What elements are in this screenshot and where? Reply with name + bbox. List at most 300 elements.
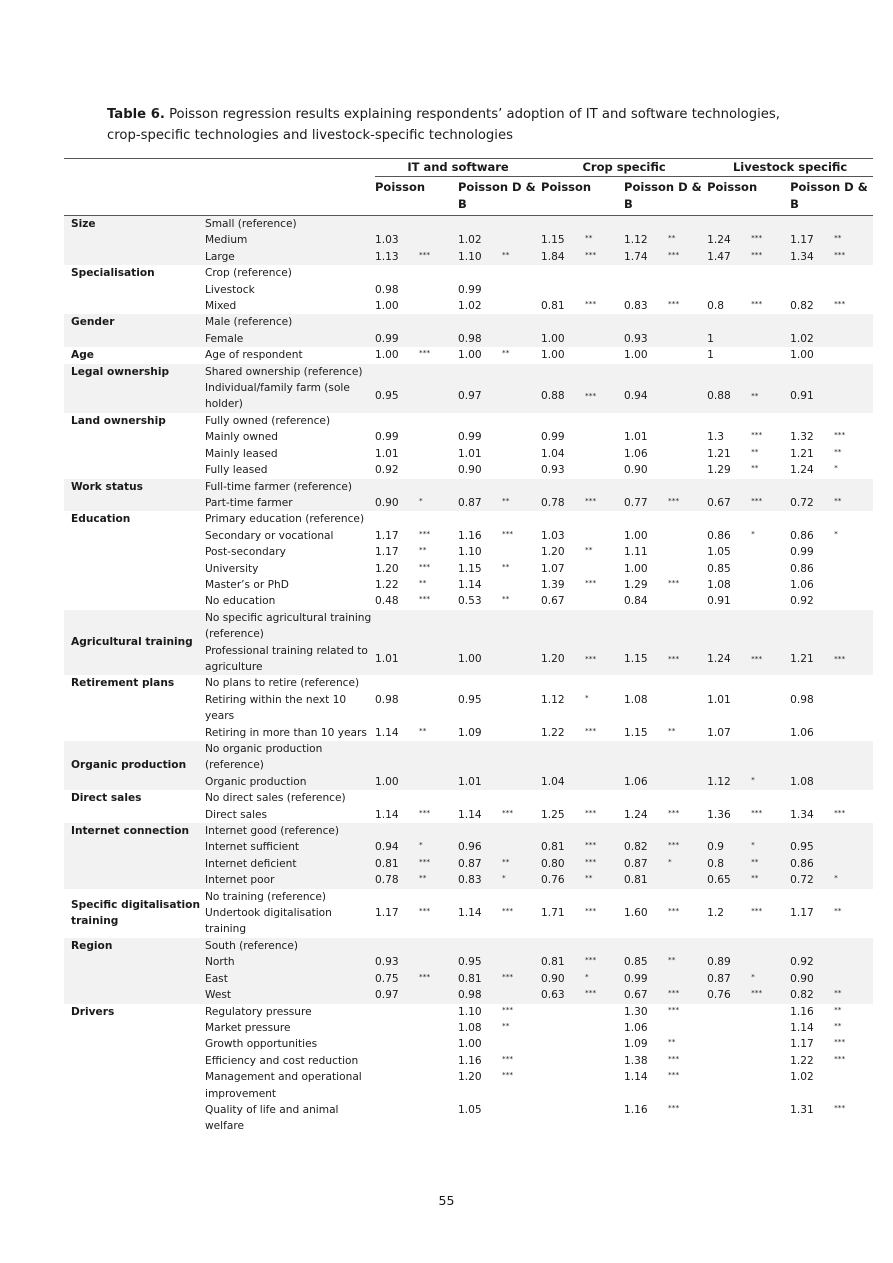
significance-cell xyxy=(499,839,541,855)
significance-cell xyxy=(665,692,707,725)
table-row xyxy=(64,741,873,774)
coefficient-cell: 1.32 xyxy=(790,431,814,444)
table-row xyxy=(64,889,873,905)
category-label: Individual/family farm (sole holder) xyxy=(205,380,375,413)
variable-group xyxy=(64,511,873,609)
significance-cell xyxy=(499,610,541,643)
coefficient-cell xyxy=(541,314,582,330)
significance-cell xyxy=(831,347,873,363)
category-label: Mixed xyxy=(205,300,237,313)
coefficient-cell xyxy=(375,314,416,330)
header-group-it: IT and software xyxy=(375,159,541,178)
coefficient-cell xyxy=(707,889,748,905)
coefficient-cell: 1.31 xyxy=(790,1103,814,1116)
significance-cell xyxy=(665,774,707,790)
significance-cell xyxy=(665,561,707,577)
table-row xyxy=(64,511,873,527)
significance-cell xyxy=(499,331,541,347)
significance-cell xyxy=(416,643,458,676)
category-label: No organic production (reference) xyxy=(205,741,375,774)
significance-cell xyxy=(499,725,541,741)
coefficient-cell xyxy=(707,314,748,330)
table-row xyxy=(64,938,873,954)
coefficient-cell xyxy=(375,889,416,905)
coefficient-cell: 0.88 xyxy=(541,380,582,413)
coefficient-cell xyxy=(375,938,416,954)
coefficient-cell: 0.93 xyxy=(541,464,565,477)
coefficient-cell: 1 xyxy=(707,331,748,347)
coefficient-cell: 1.00 xyxy=(458,1038,482,1051)
coefficient-cell xyxy=(375,1053,416,1069)
significance-cell: ** xyxy=(751,446,759,456)
significance-cell xyxy=(416,265,458,281)
variable-group xyxy=(64,675,873,741)
table-row xyxy=(64,1004,873,1020)
coefficient-cell: 1.07 xyxy=(541,562,565,575)
coefficient-cell: 0.90 xyxy=(458,464,482,477)
category-label: Regulatory pressure xyxy=(205,1005,312,1018)
coefficient-cell xyxy=(541,938,582,954)
coefficient-cell: 0.8 xyxy=(707,856,748,872)
significance-cell: *** xyxy=(665,987,707,1003)
significance-cell: * xyxy=(751,528,755,538)
significance-cell xyxy=(499,823,541,839)
coefficient-cell: 0.99 xyxy=(375,331,416,347)
category-label: Primary education (reference) xyxy=(205,513,365,526)
coefficient-cell xyxy=(624,413,665,429)
coefficient-cell: 0.90 xyxy=(375,495,416,511)
coefficient-cell xyxy=(624,889,665,905)
coefficient-cell xyxy=(375,1036,416,1052)
significance-cell xyxy=(499,479,541,495)
category-label: No direct sales (reference) xyxy=(205,792,346,805)
coefficient-cell: 1.16 xyxy=(624,1103,648,1116)
coefficient-cell xyxy=(624,479,665,495)
coefficient-cell xyxy=(707,479,748,495)
significance-cell xyxy=(831,971,873,987)
coefficient-cell: 1.01 xyxy=(707,693,731,706)
header-group-crop: Crop specific xyxy=(541,159,707,178)
significance-cell xyxy=(582,314,624,330)
coefficient-cell: 1.84 xyxy=(541,249,582,265)
category-label: Undertook digitalisation training xyxy=(205,907,332,936)
coefficient-cell: 0.97 xyxy=(458,380,499,413)
coefficient-cell xyxy=(541,1004,582,1020)
significance-cell xyxy=(748,282,790,298)
coefficient-cell xyxy=(458,741,499,774)
variable-group xyxy=(64,610,873,676)
variable-name: Specific digitalisation training xyxy=(71,898,201,928)
significance-cell xyxy=(499,462,541,478)
coefficient-cell: 1.34 xyxy=(790,808,814,821)
coefficient-cell xyxy=(707,741,748,774)
coefficient-cell xyxy=(458,413,499,429)
significance-cell xyxy=(748,511,790,527)
coefficient-cell: 0.8 xyxy=(707,300,724,313)
variable-group xyxy=(64,265,873,314)
coefficient-cell: 1.24 xyxy=(624,808,648,821)
significance-cell xyxy=(582,1004,624,1020)
significance-cell xyxy=(582,741,624,774)
significance-cell: *** xyxy=(416,971,458,987)
coefficient-cell: 0.91 xyxy=(707,595,731,608)
table-row xyxy=(64,479,873,495)
significance-cell xyxy=(831,692,873,725)
significance-cell: * xyxy=(499,872,541,888)
significance-cell: *** xyxy=(834,807,846,817)
coefficient-cell xyxy=(541,413,582,429)
significance-cell xyxy=(665,675,707,691)
coefficient-cell: 0.98 xyxy=(375,283,399,296)
coefficient-cell: 1.21 xyxy=(790,643,831,676)
coefficient-cell xyxy=(624,790,665,806)
coefficient-cell: 1.10 xyxy=(458,546,482,559)
coefficient-cell xyxy=(375,610,416,643)
coefficient-cell: 0.48 xyxy=(375,595,399,608)
coefficient-cell xyxy=(541,282,582,298)
coefficient-cell: 1.21 xyxy=(790,447,814,460)
coefficient-cell: 1.06 xyxy=(624,774,665,790)
category-label: Full-time farmer (reference) xyxy=(205,479,375,495)
category-label: Retiring in more than 10 years xyxy=(205,726,367,739)
category-label: No training (reference) xyxy=(205,890,327,903)
significance-cell: ** xyxy=(502,594,510,604)
significance-cell xyxy=(582,889,624,905)
significance-cell xyxy=(665,331,707,347)
coefficient-cell: 0.89 xyxy=(707,954,748,970)
coefficient-cell: 0.85 xyxy=(624,954,665,970)
category-label: Large xyxy=(205,249,375,265)
category-label: No education xyxy=(205,595,276,608)
coefficient-cell xyxy=(624,511,665,527)
coefficient-cell xyxy=(541,364,582,380)
coefficient-cell: 1.06 xyxy=(790,726,814,739)
significance-cell xyxy=(582,216,624,233)
coefficient-cell: 1.08 xyxy=(624,693,648,706)
coefficient-cell: 1.11 xyxy=(624,546,648,559)
coefficient-cell: 0.67 xyxy=(541,595,565,608)
coefficient-cell: 1.22 xyxy=(790,1054,814,1067)
coefficient-cell: 0.87 xyxy=(458,856,499,872)
category-label: Post-secondary xyxy=(205,546,286,559)
significance-cell xyxy=(748,823,790,839)
coefficient-cell xyxy=(790,741,831,774)
coefficient-cell xyxy=(624,282,665,298)
coefficient-cell: 1.29 xyxy=(707,464,731,477)
significance-cell xyxy=(748,938,790,954)
significance-cell: ** xyxy=(419,577,427,587)
coefficient-cell: 0.83 xyxy=(458,872,499,888)
coefficient-cell xyxy=(707,1004,748,1020)
significance-cell xyxy=(416,889,458,905)
coefficient-cell: 1.01 xyxy=(375,447,399,460)
significance-cell xyxy=(416,282,458,298)
coefficient-cell: 1.30 xyxy=(624,1005,648,1018)
coefficient-cell: 1.38 xyxy=(624,1054,648,1067)
coefficient-cell: 0.82 xyxy=(790,987,831,1003)
category-label: Efficiency and cost reduction xyxy=(205,1054,359,1067)
coefficient-cell: 0.81 xyxy=(375,856,416,872)
significance-cell xyxy=(748,790,790,806)
coefficient-cell: 0.81 xyxy=(458,971,499,987)
coefficient-cell: 1.00 xyxy=(624,349,648,362)
coefficient-cell: 1.09 xyxy=(458,726,482,739)
coefficient-cell: 1.05 xyxy=(458,1103,482,1116)
significance-cell xyxy=(748,610,790,643)
significance-cell xyxy=(831,610,873,643)
significance-cell xyxy=(499,1102,541,1135)
coefficient-cell: 1.25 xyxy=(541,808,565,821)
coefficient-cell: 1.06 xyxy=(624,447,648,460)
significance-cell: *** xyxy=(502,1053,514,1063)
significance-cell xyxy=(416,446,458,462)
significance-cell xyxy=(416,216,458,233)
significance-cell xyxy=(499,232,541,248)
coefficient-cell: 1.00 xyxy=(790,349,814,362)
variable-group xyxy=(64,938,873,1004)
category-label: Small (reference) xyxy=(205,216,375,233)
coefficient-cell xyxy=(707,265,748,281)
significance-cell: ** xyxy=(419,725,427,735)
coefficient-cell: 1.15 xyxy=(541,232,582,248)
category-label: West xyxy=(205,987,375,1003)
significance-cell xyxy=(416,511,458,527)
significance-cell: *** xyxy=(582,987,624,1003)
coefficient-cell xyxy=(707,364,748,380)
header-blank xyxy=(64,177,205,216)
coefficient-cell: 0.98 xyxy=(375,693,399,706)
significance-cell: *** xyxy=(582,380,624,413)
significance-cell: * xyxy=(748,971,790,987)
significance-cell: ** xyxy=(831,987,873,1003)
significance-cell: * xyxy=(416,495,458,511)
coefficient-cell: 1.22 xyxy=(375,578,399,591)
significance-cell: ** xyxy=(502,1020,510,1030)
coefficient-cell xyxy=(541,823,582,839)
significance-cell: ** xyxy=(834,1020,842,1030)
significance-cell xyxy=(831,544,873,560)
coefficient-cell: 0.9 xyxy=(707,839,748,855)
significance-cell: * xyxy=(748,774,790,790)
significance-cell xyxy=(831,331,873,347)
significance-cell xyxy=(748,889,790,905)
significance-cell: ** xyxy=(582,872,624,888)
coefficient-cell: 0.99 xyxy=(375,431,399,444)
category-label: East xyxy=(205,971,375,987)
significance-cell: ** xyxy=(419,545,427,555)
header-sub: Poisson xyxy=(541,177,624,216)
significance-cell: *** xyxy=(834,1053,846,1063)
significance-cell xyxy=(748,577,790,593)
significance-cell xyxy=(831,593,873,609)
coefficient-cell: 0.95 xyxy=(458,693,482,706)
coefficient-cell: 1.74 xyxy=(624,249,665,265)
significance-cell: *** xyxy=(419,594,431,604)
significance-cell xyxy=(499,511,541,527)
coefficient-cell: 1.15 xyxy=(624,643,665,676)
coefficient-cell: 0.86 xyxy=(790,562,814,575)
category-label: Organic production xyxy=(205,774,375,790)
significance-cell xyxy=(831,725,873,741)
category-label: Fully leased xyxy=(205,464,268,477)
significance-cell: ** xyxy=(668,725,676,735)
coefficient-cell: 0.83 xyxy=(624,300,648,313)
variable-name: Direct sales xyxy=(71,792,142,805)
coefficient-cell xyxy=(541,1069,582,1102)
coefficient-cell xyxy=(541,741,582,774)
regression-table xyxy=(64,158,868,1135)
coefficient-cell xyxy=(458,889,499,905)
coefficient-cell: 1.10 xyxy=(458,249,499,265)
significance-cell: ** xyxy=(582,232,624,248)
page-number: 55 xyxy=(438,1193,455,1208)
significance-cell xyxy=(582,429,624,445)
coefficient-cell xyxy=(624,265,665,281)
coefficient-cell: 1.00 xyxy=(458,349,482,362)
significance-cell: *** xyxy=(834,299,846,309)
significance-cell xyxy=(499,889,541,905)
coefficient-cell: 1.17 xyxy=(375,546,399,559)
coefficient-cell: 1.09 xyxy=(624,1038,648,1051)
coefficient-cell: 0.92 xyxy=(375,464,399,477)
coefficient-cell: 0.86 xyxy=(790,856,831,872)
coefficient-cell xyxy=(790,889,831,905)
coefficient-cell xyxy=(790,413,831,429)
significance-cell: ** xyxy=(499,249,541,265)
coefficient-cell: 1.01 xyxy=(375,643,416,676)
significance-cell xyxy=(499,265,541,281)
significance-cell: *** xyxy=(499,971,541,987)
significance-cell: *** xyxy=(751,299,763,309)
significance-cell xyxy=(499,741,541,774)
variable-group xyxy=(64,823,873,889)
header-sub: Poisson D & B xyxy=(624,177,707,216)
significance-cell xyxy=(748,216,790,233)
significance-cell: *** xyxy=(416,856,458,872)
coefficient-cell: 0.98 xyxy=(458,987,499,1003)
significance-cell xyxy=(416,741,458,774)
coefficient-cell xyxy=(541,610,582,643)
significance-cell xyxy=(416,1020,458,1036)
significance-cell xyxy=(582,511,624,527)
coefficient-cell: 0.90 xyxy=(790,971,831,987)
coefficient-cell: 0.99 xyxy=(624,971,665,987)
coefficient-cell: 1.07 xyxy=(707,726,731,739)
coefficient-cell: 0.81 xyxy=(541,839,582,855)
category-label: Fully owned (reference) xyxy=(205,414,331,427)
significance-cell: *** xyxy=(668,1102,680,1112)
coefficient-cell xyxy=(541,265,582,281)
coefficient-cell: 0.95 xyxy=(375,380,416,413)
significance-cell xyxy=(748,331,790,347)
significance-cell xyxy=(831,675,873,691)
significance-cell: *** xyxy=(668,299,680,309)
coefficient-cell xyxy=(375,511,416,527)
coefficient-cell: 0.76 xyxy=(541,872,582,888)
coefficient-cell xyxy=(458,364,499,380)
variable-group xyxy=(64,479,873,512)
significance-cell xyxy=(582,364,624,380)
category-label: Master’s or PhD xyxy=(205,578,289,591)
significance-cell xyxy=(748,1053,790,1069)
variable-group xyxy=(64,741,873,790)
coefficient-cell xyxy=(375,1004,416,1020)
variable-name: Education xyxy=(71,513,131,526)
header-sub: Poisson xyxy=(375,177,458,216)
coefficient-cell: 1.17 xyxy=(375,907,399,920)
significance-cell xyxy=(665,610,707,643)
table-row xyxy=(64,364,873,380)
coefficient-cell xyxy=(458,790,499,806)
coefficient-cell: 1.29 xyxy=(624,578,648,591)
coefficient-cell xyxy=(790,823,831,839)
coefficient-cell: 0.95 xyxy=(790,839,831,855)
significance-cell: *** xyxy=(665,839,707,855)
coefficient-cell: 1.36 xyxy=(707,808,731,821)
significance-cell xyxy=(748,692,790,725)
significance-cell xyxy=(665,1020,707,1036)
coefficient-cell xyxy=(375,479,416,495)
significance-cell xyxy=(499,380,541,413)
coefficient-cell: 0.67 xyxy=(707,495,748,511)
coefficient-cell: 0.67 xyxy=(624,987,665,1003)
significance-cell xyxy=(665,413,707,429)
significance-cell xyxy=(416,232,458,248)
significance-cell xyxy=(665,593,707,609)
coefficient-cell xyxy=(790,479,831,495)
category-label: Shared ownership (reference) xyxy=(205,364,375,380)
variable-name: Organic production xyxy=(64,741,205,790)
category-label: Secondary or vocational xyxy=(205,529,334,542)
significance-cell xyxy=(499,298,541,314)
coefficient-cell xyxy=(375,823,416,839)
significance-cell xyxy=(499,790,541,806)
category-label: Internet deficient xyxy=(205,856,375,872)
significance-cell xyxy=(831,380,873,413)
variable-name: Legal ownership xyxy=(64,364,205,413)
category-label: North xyxy=(205,954,375,970)
coefficient-cell: 0.84 xyxy=(624,595,648,608)
significance-cell: *** xyxy=(751,807,763,817)
coefficient-cell xyxy=(541,1053,582,1069)
coefficient-cell: 1.00 xyxy=(458,643,499,676)
significance-cell: ** xyxy=(834,906,842,916)
coefficient-cell xyxy=(790,790,831,806)
variable-name: Drivers xyxy=(71,1005,115,1018)
variable-group xyxy=(64,216,873,266)
coefficient-cell xyxy=(790,364,831,380)
significance-cell: *** xyxy=(416,249,458,265)
category-label: Part-time farmer xyxy=(205,495,375,511)
significance-cell xyxy=(582,1036,624,1052)
significance-cell xyxy=(416,1069,458,1102)
significance-cell: *** xyxy=(665,249,707,265)
coefficient-cell xyxy=(458,938,499,954)
coefficient-cell xyxy=(624,675,665,691)
significance-cell xyxy=(416,1053,458,1069)
coefficient-cell: 1.00 xyxy=(541,331,582,347)
coefficient-cell: 1.01 xyxy=(624,431,648,444)
table-label: Table 6. xyxy=(107,107,165,122)
coefficient-cell: 0.90 xyxy=(541,971,582,987)
significance-cell: *** xyxy=(665,643,707,676)
coefficient-cell: 1.20 xyxy=(458,1071,482,1084)
coefficient-cell xyxy=(707,823,748,839)
significance-cell xyxy=(416,610,458,643)
significance-cell: *** xyxy=(582,643,624,676)
coefficient-cell xyxy=(458,216,499,233)
coefficient-cell: 0.82 xyxy=(624,839,665,855)
